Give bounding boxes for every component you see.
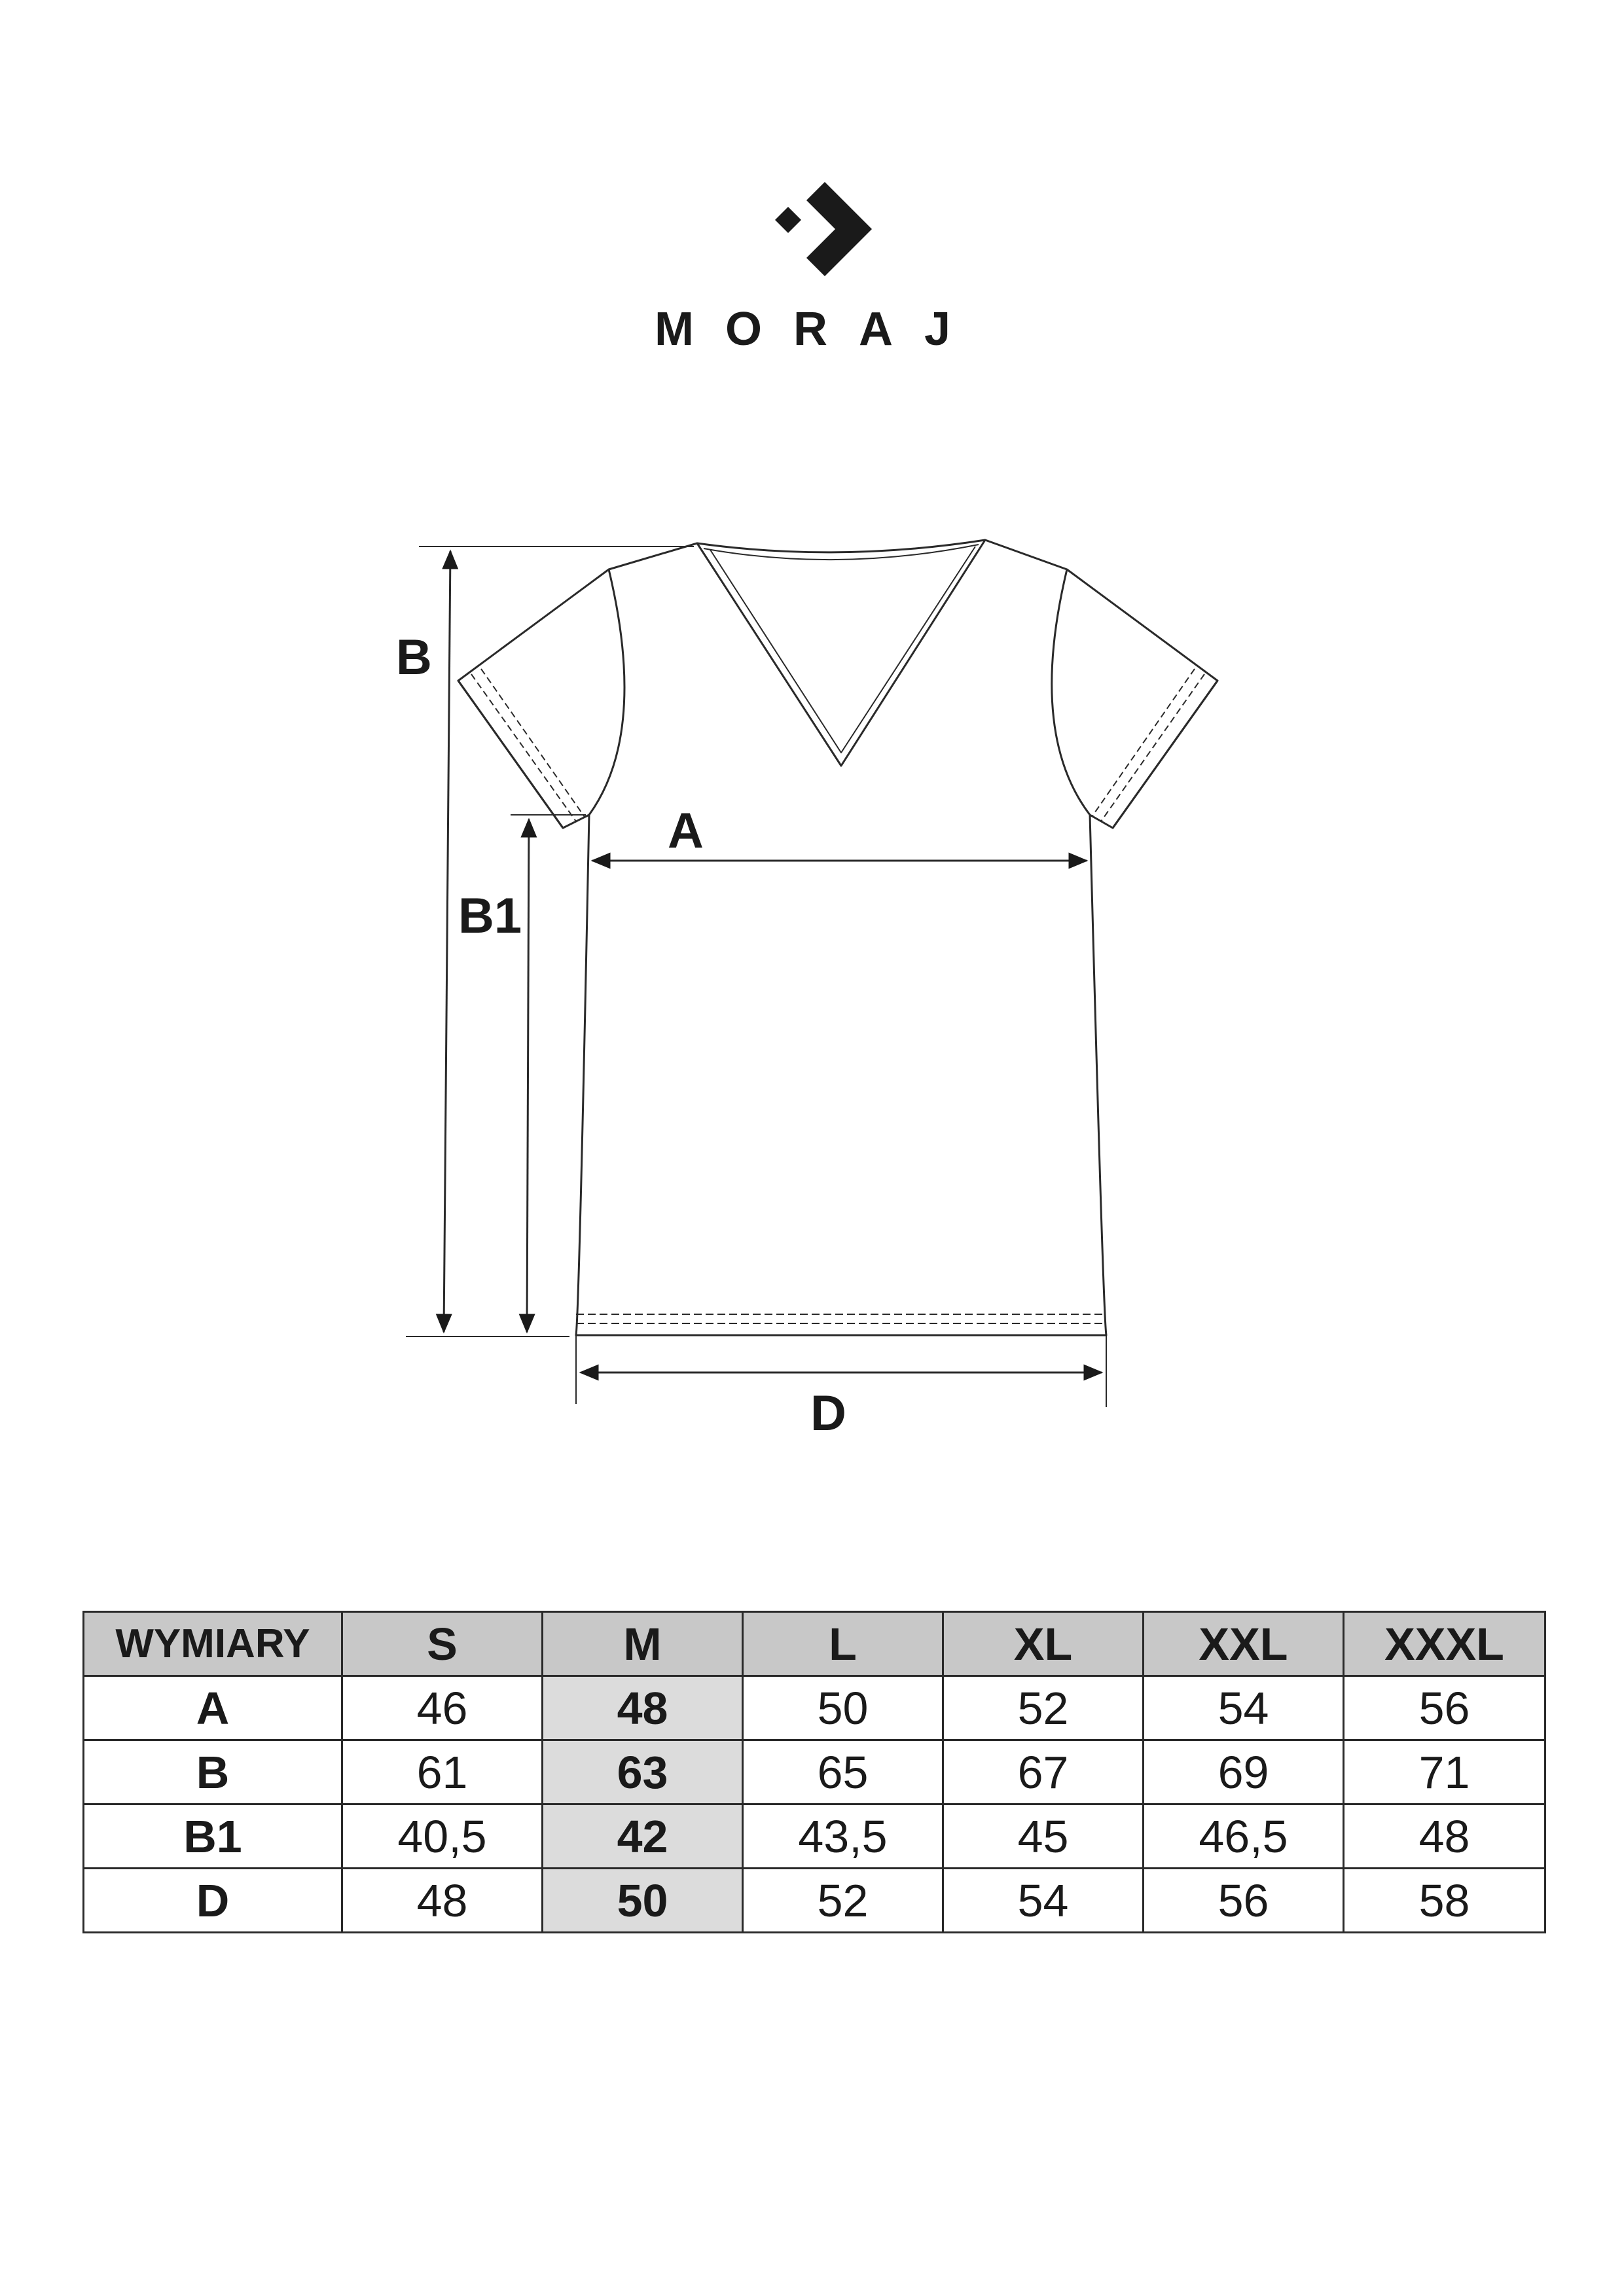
- table-cell: 40,5: [342, 1804, 543, 1869]
- size-header-l: L: [743, 1612, 943, 1676]
- table-cell: 46: [342, 1676, 543, 1740]
- table-cell: 56: [1144, 1869, 1344, 1933]
- table-cell: 46,5: [1144, 1804, 1344, 1869]
- table-row: [84, 1740, 1545, 1804]
- table-cell: 61: [342, 1740, 543, 1804]
- table-header-row: [84, 1612, 1545, 1676]
- row-label: A: [84, 1676, 342, 1740]
- table-cell: 50: [743, 1676, 943, 1740]
- dimension-B-line: [444, 551, 450, 1332]
- table-cell-highlight: 50: [543, 1869, 743, 1933]
- table-cell: 54: [943, 1869, 1144, 1933]
- dimension-D-label: D: [810, 1386, 846, 1441]
- row-label: D: [84, 1869, 342, 1933]
- size-header-m: M: [543, 1612, 743, 1676]
- table-cell: 71: [1344, 1740, 1545, 1804]
- table-cell: 54: [1144, 1676, 1344, 1740]
- table-cell-highlight: 48: [543, 1676, 743, 1740]
- neckline: [697, 540, 985, 766]
- table-cell: 43,5: [743, 1804, 943, 1869]
- table-cell: 52: [943, 1676, 1144, 1740]
- armhole-right: [1052, 569, 1090, 815]
- dimension-B-label: B: [396, 630, 432, 685]
- size-header-xxxl: XXXL: [1344, 1612, 1545, 1676]
- size-table: [82, 1611, 1546, 1933]
- table-cell: 56: [1344, 1676, 1545, 1740]
- table-cell: 48: [342, 1869, 543, 1933]
- tshirt-outline: [458, 540, 1218, 1335]
- table-row: [84, 1676, 1545, 1740]
- table-cell: 67: [943, 1740, 1144, 1804]
- table-cell: 58: [1344, 1869, 1545, 1933]
- armhole-left: [589, 569, 624, 815]
- brand-name: MORAJ: [654, 303, 982, 355]
- dimension-B1-line: [527, 819, 529, 1332]
- table-cell-highlight: 63: [543, 1740, 743, 1804]
- row-label: B: [84, 1740, 342, 1804]
- table-cell: 52: [743, 1869, 943, 1933]
- size-header-s: S: [342, 1612, 543, 1676]
- table-cell-highlight: 42: [543, 1804, 743, 1869]
- row-label: B1: [84, 1804, 342, 1869]
- size-header-xxl: XXL: [1144, 1612, 1344, 1676]
- dimension-A-label: A: [668, 803, 704, 859]
- table-cell: 69: [1144, 1740, 1344, 1804]
- size-header-xl: XL: [943, 1612, 1144, 1676]
- table-cell: 48: [1344, 1804, 1545, 1869]
- table-row: [84, 1804, 1545, 1869]
- table-row: [84, 1869, 1545, 1933]
- table-cell: 65: [743, 1740, 943, 1804]
- table-corner-header: WYMIARY: [84, 1612, 342, 1676]
- table-cell: 45: [943, 1804, 1144, 1869]
- dimension-B1-label: B1: [458, 888, 522, 944]
